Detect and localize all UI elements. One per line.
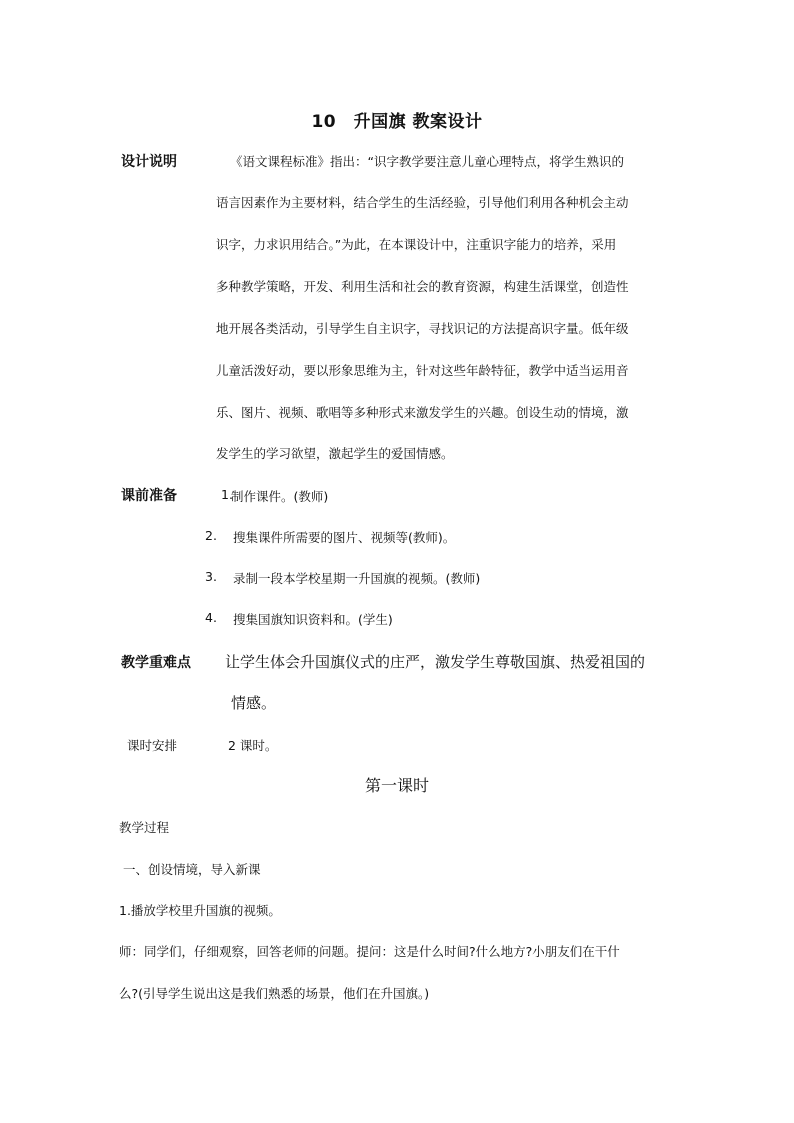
design-note-line: 多种教学策略，开发、利用生活和社会的教育资源，构建生活课堂，创造性	[216, 279, 629, 294]
design-note-line: 语言因素作为主要材料，结合学生的生活经验，引导他们利用各种机会主动	[216, 195, 629, 210]
prep-item-text: 录制一段本学校星期一升国旗的视频。(教师)	[233, 571, 481, 586]
design-note-line: 发学生的学习欲望，激起学生的爱国情感。	[216, 446, 454, 461]
lesson-title: 第一课时	[364, 776, 429, 795]
design-note-label: 设计说明	[121, 154, 177, 170]
design-note-line: 乐、图片、视频、歌唱等多种形式来激发学生的兴趣。创设生动的情境，激	[216, 405, 629, 420]
schedule-value: 2 课时。	[228, 738, 278, 753]
design-note-line: 儿童活泼好动，要以形象思维为主，针对这些年龄特征，教学中适当运用音	[216, 363, 629, 378]
schedule-label: 课时安排	[127, 738, 178, 753]
key-points-label: 教学重难点	[121, 655, 191, 671]
design-note-line: 地开展各类活动，引导学生自主识字，寻找识记的方法提高识字量。低年级	[216, 321, 629, 336]
process-step-heading: 一、创设情境，导入新课	[123, 862, 261, 877]
key-points-text: 让学生体会升国旗仪式的庄严，激发学生尊敬国旗、热爱祖国的	[225, 653, 646, 671]
design-note-line: 《语文课程标准》指出：“识字教学要注意儿童心理特点，将学生熟识的	[230, 154, 624, 169]
design-note-line: 识字，力求识用结合。”为此，在本课设计中，注重识字能力的培养，采用	[216, 237, 617, 252]
prep-item-text: 搜集课件所需要的图片、视频等(教师)。	[233, 530, 456, 545]
preparation-label: 课前准备	[121, 488, 177, 504]
prep-item-text: 制作课件。(教师)	[231, 489, 329, 504]
document-title: 10 升国旗 教案设计	[311, 112, 483, 132]
prep-item-number: 3.	[205, 569, 217, 584]
teacher-dialogue: 师：同学们，仔细观察，回答老师的问题。提问：这是什么时间?什么地方?小朋友们在干什	[119, 944, 620, 959]
prep-item-number: 4.	[205, 610, 217, 625]
prep-item-number: 1.	[221, 487, 233, 502]
process-item: 1.播放学校里升国旗的视频。	[119, 903, 281, 918]
process-label: 教学过程	[119, 820, 170, 835]
teacher-dialogue: 么?(引导学生说出这是我们熟悉的场景，他们在升国旗。)	[119, 986, 430, 1001]
prep-item-text: 搜集国旗知识资料和。(学生)	[233, 612, 393, 627]
prep-item-number: 2.	[205, 528, 217, 543]
key-points-text: 情感。	[231, 694, 277, 712]
